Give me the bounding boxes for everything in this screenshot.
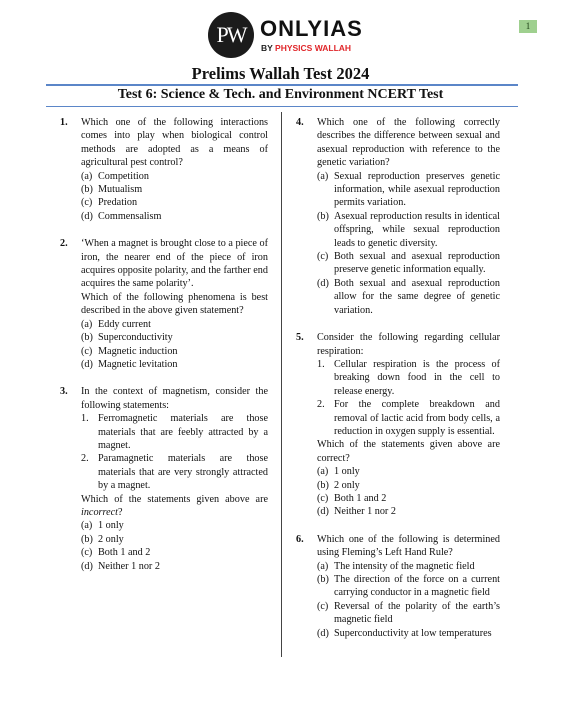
question-stem: Which one of the following interactions comes into play when biological control methods are adopted as a means of agricultural pest control? bbox=[81, 117, 268, 169]
statement-2 bbox=[81, 452, 268, 492]
option-text: Both sexual and asexual reproduction allow for the same degree of genetic variation. bbox=[334, 277, 500, 316]
option-label: (d) bbox=[81, 560, 93, 572]
question-number: 2. bbox=[60, 238, 68, 250]
question-number: 3. bbox=[60, 386, 68, 398]
statement-text: Ferromagnetic materials are those materials that are feebly attracted by a magnet. bbox=[98, 413, 268, 451]
option-label: (d) bbox=[317, 506, 329, 518]
option-text: Both sexual and asexual reproduction preserve genetic information equally. bbox=[334, 251, 500, 276]
option-a[interactable] bbox=[317, 465, 500, 478]
option-text: Reversal of the polarity of the earth’s magnetic field bbox=[334, 600, 500, 626]
option-a[interactable] bbox=[317, 170, 500, 210]
option-label: (c) bbox=[317, 492, 329, 504]
title-rule bbox=[46, 84, 518, 86]
option-text: Competition bbox=[98, 170, 149, 182]
option-text: Eddy current bbox=[98, 318, 151, 330]
statement-2 bbox=[317, 398, 500, 438]
followup-text: Which of the statements given above are bbox=[81, 493, 268, 505]
option-a[interactable] bbox=[81, 170, 268, 183]
right-column bbox=[296, 116, 500, 654]
statement-text: Paramagnetic materials are those materials that are very strongly attracted by a magnet. bbox=[98, 453, 268, 492]
page-title: Prelims Wallah Test 2024 bbox=[191, 64, 370, 83]
question-1 bbox=[60, 116, 268, 223]
pw-logo-icon: PW bbox=[208, 12, 254, 58]
question-followup bbox=[81, 493, 268, 520]
question-stem: In the context of magnetism, consider the following statements: bbox=[81, 386, 268, 411]
left-column bbox=[60, 116, 268, 587]
option-d[interactable] bbox=[81, 560, 268, 573]
option-c[interactable] bbox=[317, 250, 500, 277]
option-label: (c) bbox=[317, 600, 329, 612]
option-label: (d) bbox=[317, 627, 329, 639]
question-number: 6. bbox=[296, 533, 304, 545]
option-text: Both 1 and 2 bbox=[98, 547, 151, 559]
question-4 bbox=[296, 116, 500, 317]
brand-tagline bbox=[261, 43, 351, 53]
option-text: Neither 1 nor 2 bbox=[334, 506, 396, 518]
subtitle-rule bbox=[46, 106, 518, 107]
option-label: (c) bbox=[81, 547, 93, 559]
option-text: The direction of the force on a current carrying conductor in a magnetic field bbox=[334, 574, 500, 599]
option-c[interactable] bbox=[81, 196, 268, 209]
option-b[interactable] bbox=[81, 331, 268, 344]
option-label: (a) bbox=[317, 560, 329, 572]
option-label: (c) bbox=[317, 251, 329, 263]
option-label: (a) bbox=[81, 170, 93, 182]
option-text: Both 1 and 2 bbox=[334, 492, 387, 504]
option-b[interactable] bbox=[81, 533, 268, 546]
option-label: (c) bbox=[81, 345, 93, 357]
option-label: (d) bbox=[317, 277, 329, 289]
onlyias-logo bbox=[208, 10, 378, 62]
option-a[interactable] bbox=[317, 560, 500, 573]
option-d[interactable] bbox=[317, 627, 500, 640]
option-a[interactable] bbox=[81, 318, 268, 331]
option-label: (b) bbox=[81, 184, 93, 196]
option-text: Magnetic levitation bbox=[98, 358, 178, 370]
statement-label: 1. bbox=[81, 413, 89, 425]
statement-label: 2. bbox=[81, 453, 89, 465]
option-label: (a) bbox=[81, 520, 93, 532]
option-label: (a) bbox=[317, 170, 329, 182]
option-text: Predation bbox=[98, 197, 138, 209]
brand-name: ONLYIAS bbox=[260, 16, 363, 41]
followup-emphasis: incorrect bbox=[81, 506, 118, 518]
page-subtitle: Test 6: Science & Tech. and Environment NCERT Test bbox=[117, 87, 444, 102]
option-text: Sexual reproduction preserves genetic information, while asexual reproduction permits variation. bbox=[334, 170, 500, 209]
question-6 bbox=[296, 533, 500, 640]
question-followup: Which of the following phenomena is best described in the above given statement? bbox=[81, 291, 268, 317]
option-text: Asexual reproduction results in identical offspring, while sexual reproduction leads to genetic diversity. bbox=[334, 210, 500, 249]
option-label: (b) bbox=[317, 574, 329, 585]
question-stem: Consider the following regarding cellular respiration: bbox=[317, 332, 500, 357]
option-label: (b) bbox=[81, 332, 93, 344]
statement-text: Cellular respiration is the process of breaking down food in the cell to release energy. bbox=[334, 358, 500, 397]
option-text: Neither 1 nor 2 bbox=[98, 560, 160, 572]
question-number: 5. bbox=[296, 332, 304, 344]
option-b[interactable] bbox=[317, 210, 500, 250]
option-text: 1 only bbox=[334, 466, 360, 478]
option-text: 2 only bbox=[334, 479, 360, 491]
option-label: (a) bbox=[317, 466, 329, 478]
option-label: (c) bbox=[81, 197, 93, 209]
statement-1 bbox=[317, 358, 500, 398]
brand-org: PHYSICS WALLAH bbox=[275, 43, 352, 53]
option-text: Magnetic induction bbox=[98, 345, 178, 357]
option-b[interactable] bbox=[317, 479, 500, 492]
option-text: Superconductivity at low temperatures bbox=[334, 627, 492, 639]
statement-label: 1. bbox=[317, 358, 325, 370]
question-3 bbox=[60, 385, 268, 573]
option-text: Mutualism bbox=[98, 184, 143, 196]
option-d[interactable] bbox=[317, 277, 500, 317]
option-text: The intensity of the magnetic field bbox=[334, 560, 475, 572]
option-label: (b) bbox=[317, 479, 329, 491]
option-label: (d) bbox=[81, 210, 93, 222]
option-text: 2 only bbox=[98, 533, 124, 545]
option-d[interactable] bbox=[81, 210, 268, 223]
statement-label: 2. bbox=[317, 399, 325, 411]
statement-1 bbox=[81, 412, 268, 452]
option-d[interactable] bbox=[81, 358, 268, 371]
question-number: 1. bbox=[60, 117, 68, 128]
option-c[interactable] bbox=[81, 345, 268, 358]
option-label: (a) bbox=[81, 318, 93, 330]
question-number: 4. bbox=[296, 117, 304, 128]
option-a[interactable] bbox=[81, 519, 268, 532]
option-label: (b) bbox=[81, 533, 93, 545]
question-5 bbox=[296, 331, 500, 519]
option-c[interactable] bbox=[317, 600, 500, 627]
option-d[interactable] bbox=[317, 505, 500, 518]
option-b[interactable] bbox=[81, 183, 268, 196]
question-stem: Which one of the following is determined using Fleming’s Left Hand Rule? bbox=[317, 533, 500, 559]
followup-end: ? bbox=[117, 506, 123, 518]
option-text: Commensalism bbox=[98, 210, 162, 222]
question-2 bbox=[60, 237, 268, 371]
option-text: 1 only bbox=[98, 520, 124, 532]
question-followup: Which of the statements given above are correct? bbox=[317, 439, 500, 464]
option-label: (b) bbox=[317, 210, 329, 222]
option-c[interactable] bbox=[317, 492, 500, 505]
question-stem: Which one of the following correctly describes the difference between sexual and asexual reproduction with reference to the genetic variation? bbox=[317, 117, 500, 169]
option-label: (d) bbox=[81, 358, 93, 370]
page-number-badge: 1 bbox=[519, 20, 537, 33]
option-text: Superconductivity bbox=[98, 332, 173, 344]
brand-by: BY bbox=[261, 43, 273, 53]
question-stem: ‘When a magnet is brought close to a piece of iron, the nearer end of the piece of iron acquires opposite polarity, and the farther end acquires the same polarity’. bbox=[81, 238, 268, 290]
statement-text: For the complete breakdown and removal of lactic acid from body cells, a reduction in oxygen supply is essential. bbox=[334, 399, 500, 437]
option-c[interactable] bbox=[81, 546, 268, 559]
column-divider bbox=[281, 112, 282, 657]
option-b[interactable] bbox=[317, 573, 500, 600]
